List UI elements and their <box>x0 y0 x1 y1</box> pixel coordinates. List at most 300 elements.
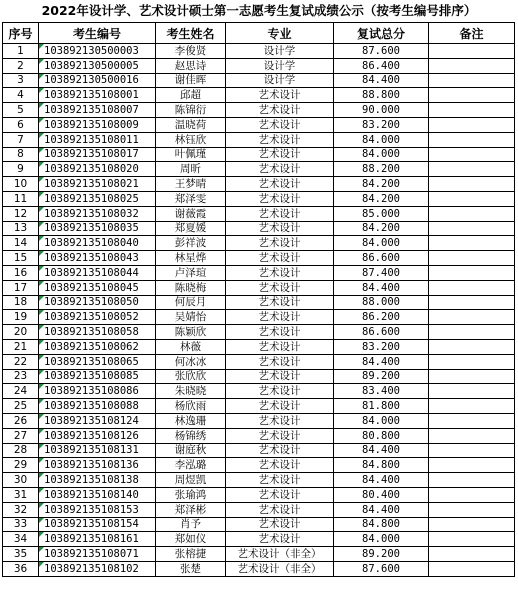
cell-score[interactable]: 86.400 <box>334 58 429 73</box>
cell-candidate-id[interactable] <box>39 443 156 458</box>
table-row <box>3 369 515 384</box>
text-number-indicator-icon <box>39 458 44 463</box>
cell-candidate-name[interactable]: 周煜凯 <box>156 473 226 488</box>
cell-score[interactable]: 84.200 <box>334 221 429 236</box>
text-number-indicator-icon <box>39 59 44 64</box>
cell-text: 103892130500003 <box>44 44 139 57</box>
text-number-indicator-icon <box>39 88 44 93</box>
cell-major[interactable]: 艺术设计 <box>226 177 334 192</box>
cell-text: 103892135108154 <box>44 518 139 531</box>
cell-major[interactable]: 设计学 <box>226 44 334 59</box>
cell-seq[interactable]: 6 <box>3 117 39 132</box>
cell-text: 103892135108131 <box>44 444 139 457</box>
cell-remarks[interactable] <box>429 147 515 162</box>
cell-remarks[interactable] <box>429 325 515 340</box>
cell-seq[interactable]: 13 <box>3 221 39 236</box>
cell-major[interactable]: 艺术设计 <box>226 103 334 118</box>
cell-score[interactable]: 83.200 <box>334 339 429 354</box>
cell-candidate-name[interactable]: 张楚 <box>156 561 226 576</box>
cell-seq[interactable]: 28 <box>3 443 39 458</box>
cell-major[interactable]: 艺术设计 <box>226 473 334 488</box>
text-number-indicator-icon <box>39 325 44 330</box>
text-number-indicator-icon <box>39 192 44 197</box>
cell-text: 103892135108007 <box>44 104 139 117</box>
text-number-indicator-icon <box>39 133 44 138</box>
cell-text: 103892135108085 <box>44 370 139 383</box>
cell-score[interactable]: 81.800 <box>334 399 429 414</box>
table-row <box>3 561 515 576</box>
cell-remarks[interactable] <box>429 295 515 310</box>
table-row <box>3 132 515 147</box>
text-number-indicator-icon <box>39 207 44 212</box>
header-row <box>3 23 515 44</box>
cell-remarks[interactable] <box>429 103 515 118</box>
cell-seq[interactable]: 9 <box>3 162 39 177</box>
cell-candidate-id[interactable] <box>39 236 156 251</box>
cell-remarks[interactable] <box>429 547 515 562</box>
cell-major[interactable]: 艺术设计 <box>226 132 334 147</box>
cell-text: 103892135108050 <box>44 296 139 309</box>
cell-candidate-name[interactable]: 朱晓晓 <box>156 384 226 399</box>
cell-score[interactable]: 80.400 <box>334 487 429 502</box>
table-row <box>3 517 515 532</box>
cell-text: 103892135108044 <box>44 266 139 279</box>
cell-remarks[interactable] <box>429 517 515 532</box>
cell-major[interactable]: 艺术设计 <box>226 384 334 399</box>
text-number-indicator-icon <box>39 281 44 286</box>
cell-major[interactable]: 艺术设计 <box>226 295 334 310</box>
cell-remarks[interactable] <box>429 561 515 576</box>
cell-remarks[interactable] <box>429 458 515 473</box>
cell-remarks[interactable] <box>429 310 515 325</box>
cell-candidate-name[interactable]: 肖予 <box>156 517 226 532</box>
cell-remarks[interactable] <box>429 251 515 266</box>
cell-candidate-id[interactable] <box>39 103 156 118</box>
text-number-indicator-icon <box>39 177 44 182</box>
cell-major[interactable]: 艺术设计 <box>226 413 334 428</box>
cell-seq[interactable]: 23 <box>3 369 39 384</box>
cell-remarks[interactable] <box>429 413 515 428</box>
cell-seq[interactable]: 32 <box>3 502 39 517</box>
cell-major[interactable]: 艺术设计 <box>226 487 334 502</box>
cell-text: 103892135108124 <box>44 414 139 427</box>
header-candidate-name[interactable]: 考生姓名 <box>156 23 226 44</box>
table-body <box>3 44 515 577</box>
cell-major[interactable]: 艺术设计 <box>226 532 334 547</box>
cell-major[interactable]: 艺术设计 <box>226 117 334 132</box>
cell-seq[interactable]: 30 <box>3 473 39 488</box>
cell-text: 103892130500005 <box>44 59 139 72</box>
cell-major[interactable]: 艺术设计（非全） <box>226 547 334 562</box>
cell-candidate-name[interactable]: 陈锦衍 <box>156 103 226 118</box>
cell-candidate-name[interactable]: 杨锦绣 <box>156 428 226 443</box>
cell-candidate-name[interactable]: 谢薇霞 <box>156 206 226 221</box>
table-row <box>3 295 515 310</box>
cell-seq[interactable]: 3 <box>3 73 39 88</box>
cell-candidate-id[interactable] <box>39 117 156 132</box>
cell-seq[interactable]: 35 <box>3 547 39 562</box>
text-number-indicator-icon <box>39 236 44 241</box>
text-number-indicator-icon <box>39 222 44 227</box>
text-number-indicator-icon <box>39 340 44 345</box>
cell-text: 103892135108032 <box>44 207 139 220</box>
cell-remarks[interactable] <box>429 280 515 295</box>
cell-candidate-name[interactable]: 林薇 <box>156 339 226 354</box>
cell-candidate-name[interactable]: 李泓璐 <box>156 458 226 473</box>
cell-candidate-id[interactable] <box>39 547 156 562</box>
cell-seq[interactable]: 15 <box>3 251 39 266</box>
cell-score[interactable]: 84.000 <box>334 236 429 251</box>
cell-remarks[interactable] <box>429 354 515 369</box>
cell-major[interactable]: 艺术设计 <box>226 354 334 369</box>
cell-score[interactable]: 87.600 <box>334 561 429 576</box>
cell-remarks[interactable] <box>429 177 515 192</box>
cell-seq[interactable]: 4 <box>3 88 39 103</box>
text-number-indicator-icon <box>39 547 44 552</box>
cell-candidate-id[interactable] <box>39 251 156 266</box>
text-number-indicator-icon <box>39 444 44 449</box>
table-row <box>3 44 515 59</box>
cell-remarks[interactable] <box>429 428 515 443</box>
cell-major[interactable]: 艺术设计 <box>226 221 334 236</box>
cell-score[interactable]: 84.000 <box>334 132 429 147</box>
cell-candidate-id[interactable] <box>39 191 156 206</box>
cell-score[interactable]: 88.200 <box>334 162 429 177</box>
cell-candidate-id[interactable] <box>39 310 156 325</box>
cell-candidate-name[interactable]: 邱超 <box>156 88 226 103</box>
text-number-indicator-icon <box>39 118 44 123</box>
cell-score[interactable]: 86.200 <box>334 310 429 325</box>
cell-remarks[interactable] <box>429 532 515 547</box>
cell-candidate-id[interactable] <box>39 206 156 221</box>
cell-seq[interactable]: 24 <box>3 384 39 399</box>
cell-candidate-id[interactable] <box>39 399 156 414</box>
cell-candidate-name[interactable]: 张瑜鸿 <box>156 487 226 502</box>
text-number-indicator-icon <box>39 148 44 153</box>
cell-text: 103892135108126 <box>44 429 139 442</box>
cell-remarks[interactable] <box>429 369 515 384</box>
cell-score[interactable]: 88.800 <box>334 88 429 103</box>
cell-score[interactable]: 84.800 <box>334 458 429 473</box>
cell-score[interactable]: 84.000 <box>334 413 429 428</box>
sheet-title: 2022年设计学、艺术设计硕士第一志愿考生复试成绩公示（按考生编号排序） <box>41 3 477 18</box>
cell-candidate-id[interactable] <box>39 561 156 576</box>
table-row <box>3 265 515 280</box>
cell-candidate-id[interactable] <box>39 325 156 340</box>
table-row <box>3 458 515 473</box>
cell-remarks[interactable] <box>429 443 515 458</box>
cell-seq[interactable]: 16 <box>3 265 39 280</box>
cell-score[interactable]: 88.000 <box>334 295 429 310</box>
cell-score[interactable]: 84.400 <box>334 443 429 458</box>
cell-remarks[interactable] <box>429 399 515 414</box>
cell-candidate-id[interactable] <box>39 221 156 236</box>
cell-major[interactable]: 艺术设计 <box>226 191 334 206</box>
cell-seq[interactable]: 8 <box>3 147 39 162</box>
cell-major[interactable]: 艺术设计 <box>226 147 334 162</box>
cell-major[interactable]: 艺术设计 <box>226 443 334 458</box>
cell-candidate-name[interactable]: 张榕捷 <box>156 547 226 562</box>
cell-score[interactable]: 84.400 <box>334 473 429 488</box>
cell-seq[interactable]: 11 <box>3 191 39 206</box>
cell-candidate-id[interactable] <box>39 177 156 192</box>
cell-candidate-name[interactable]: 吴婧怡 <box>156 310 226 325</box>
table-row <box>3 473 515 488</box>
cell-remarks[interactable] <box>429 384 515 399</box>
cell-candidate-name[interactable]: 何辰月 <box>156 295 226 310</box>
cell-major[interactable]: 艺术设计 <box>226 339 334 354</box>
cell-remarks[interactable] <box>429 117 515 132</box>
cell-score[interactable]: 89.200 <box>334 369 429 384</box>
table-row <box>3 236 515 251</box>
cell-candidate-id[interactable] <box>39 487 156 502</box>
text-number-indicator-icon <box>39 355 44 360</box>
cell-remarks[interactable] <box>429 236 515 251</box>
table-row <box>3 147 515 162</box>
cell-seq[interactable]: 34 <box>3 532 39 547</box>
cell-candidate-id[interactable] <box>39 73 156 88</box>
cell-candidate-name[interactable]: 张欣欣 <box>156 369 226 384</box>
cell-remarks[interactable] <box>429 88 515 103</box>
cell-score[interactable]: 89.200 <box>334 547 429 562</box>
cell-score[interactable]: 84.200 <box>334 191 429 206</box>
cell-major[interactable]: 艺术设计 <box>226 265 334 280</box>
cell-score[interactable]: 80.800 <box>334 428 429 443</box>
cell-candidate-id[interactable] <box>39 280 156 295</box>
cell-remarks[interactable] <box>429 221 515 236</box>
table-row <box>3 88 515 103</box>
cell-seq[interactable]: 2 <box>3 58 39 73</box>
cell-seq[interactable]: 17 <box>3 280 39 295</box>
cell-candidate-id[interactable] <box>39 132 156 147</box>
cell-candidate-id[interactable] <box>39 265 156 280</box>
cell-remarks[interactable] <box>429 473 515 488</box>
header-major[interactable]: 专业 <box>226 23 334 44</box>
cell-remarks[interactable] <box>429 73 515 88</box>
cell-seq[interactable]: 25 <box>3 399 39 414</box>
cell-candidate-name[interactable]: 李俊贤 <box>156 44 226 59</box>
cell-text: 103892135108161 <box>44 533 139 546</box>
cell-seq[interactable]: 7 <box>3 132 39 147</box>
cell-seq[interactable]: 27 <box>3 428 39 443</box>
cell-seq[interactable]: 31 <box>3 487 39 502</box>
table-row <box>3 191 515 206</box>
header-seq[interactable]: 序号 <box>3 23 39 44</box>
cell-score[interactable]: 85.000 <box>334 206 429 221</box>
text-number-indicator-icon <box>39 518 44 523</box>
table-row <box>3 221 515 236</box>
text-number-indicator-icon <box>39 162 44 167</box>
table-row <box>3 177 515 192</box>
cell-seq[interactable]: 5 <box>3 103 39 118</box>
cell-major[interactable]: 艺术设计 <box>226 251 334 266</box>
cell-remarks[interactable] <box>429 206 515 221</box>
cell-candidate-name[interactable]: 陈颖欣 <box>156 325 226 340</box>
cell-candidate-name[interactable]: 陈晓梅 <box>156 280 226 295</box>
cell-candidate-name[interactable]: 王梦晴 <box>156 177 226 192</box>
cell-remarks[interactable] <box>429 191 515 206</box>
text-number-indicator-icon <box>39 429 44 434</box>
cell-major[interactable]: 艺术设计 <box>226 310 334 325</box>
cell-text: 103892135108011 <box>44 133 139 146</box>
cell-candidate-name[interactable]: 杨欣雨 <box>156 399 226 414</box>
cell-candidate-id[interactable] <box>39 58 156 73</box>
results-table <box>2 22 515 577</box>
text-number-indicator-icon <box>39 310 44 315</box>
table-row <box>3 162 515 177</box>
cell-score[interactable]: 84.200 <box>334 177 429 192</box>
cell-major[interactable]: 艺术设计 <box>226 502 334 517</box>
cell-candidate-id[interactable] <box>39 147 156 162</box>
cell-major[interactable]: 设计学 <box>226 73 334 88</box>
cell-candidate-id[interactable] <box>39 384 156 399</box>
cell-major[interactable]: 艺术设计（非全） <box>226 561 334 576</box>
header-score[interactable]: 复试总分 <box>334 23 429 44</box>
text-number-indicator-icon <box>39 44 44 49</box>
cell-candidate-id[interactable] <box>39 473 156 488</box>
cell-candidate-name[interactable]: 郑泽雯 <box>156 191 226 206</box>
cell-candidate-id[interactable] <box>39 532 156 547</box>
cell-score[interactable]: 87.400 <box>334 265 429 280</box>
cell-candidate-name[interactable]: 谢佳晖 <box>156 73 226 88</box>
cell-candidate-id[interactable] <box>39 44 156 59</box>
cell-remarks[interactable] <box>429 339 515 354</box>
cell-candidate-name[interactable]: 温晓荷 <box>156 117 226 132</box>
cell-candidate-id[interactable] <box>39 428 156 443</box>
cell-candidate-id[interactable] <box>39 339 156 354</box>
cell-candidate-name[interactable]: 叶佩瑾 <box>156 147 226 162</box>
cell-score[interactable]: 84.400 <box>334 354 429 369</box>
table-row <box>3 443 515 458</box>
cell-major[interactable]: 艺术设计 <box>226 280 334 295</box>
cell-seq[interactable]: 14 <box>3 236 39 251</box>
cell-seq[interactable]: 26 <box>3 413 39 428</box>
cell-candidate-id[interactable] <box>39 369 156 384</box>
cell-text: 103892135108043 <box>44 252 139 265</box>
cell-remarks[interactable] <box>429 162 515 177</box>
cell-seq[interactable]: 12 <box>3 206 39 221</box>
table-row <box>3 487 515 502</box>
cell-major[interactable]: 艺术设计 <box>226 399 334 414</box>
cell-score[interactable]: 84.400 <box>334 73 429 88</box>
table-row <box>3 58 515 73</box>
table-row <box>3 325 515 340</box>
cell-candidate-id[interactable] <box>39 517 156 532</box>
cell-candidate-id[interactable] <box>39 458 156 473</box>
table-row <box>3 413 515 428</box>
cell-seq[interactable]: 33 <box>3 517 39 532</box>
cell-candidate-name[interactable]: 郑夏媛 <box>156 221 226 236</box>
cell-text: 103892135108088 <box>44 400 139 413</box>
cell-text: 103892135108025 <box>44 192 139 205</box>
cell-candidate-name[interactable]: 林逸珊 <box>156 413 226 428</box>
table-row <box>3 251 515 266</box>
cell-remarks[interactable] <box>429 502 515 517</box>
cell-candidate-name[interactable]: 林星烨 <box>156 251 226 266</box>
cell-text: 103892135108052 <box>44 311 139 324</box>
cell-score[interactable]: 86.600 <box>334 325 429 340</box>
cell-candidate-id[interactable] <box>39 295 156 310</box>
cell-candidate-name[interactable]: 林钰欣 <box>156 132 226 147</box>
cell-score[interactable]: 84.400 <box>334 502 429 517</box>
cell-candidate-id[interactable] <box>39 354 156 369</box>
cell-score[interactable]: 83.200 <box>334 117 429 132</box>
cell-text: 103892135108001 <box>44 89 139 102</box>
cell-seq[interactable]: 29 <box>3 458 39 473</box>
cell-candidate-name[interactable]: 周昕 <box>156 162 226 177</box>
cell-text: 103892135108017 <box>44 148 139 161</box>
cell-candidate-name[interactable]: 郑如仪 <box>156 532 226 547</box>
cell-score[interactable]: 87.600 <box>334 44 429 59</box>
cell-text: 103892135108140 <box>44 488 139 501</box>
cell-candidate-name[interactable]: 赵思诗 <box>156 58 226 73</box>
cell-major[interactable]: 设计学 <box>226 58 334 73</box>
cell-major[interactable]: 艺术设计 <box>226 369 334 384</box>
cell-candidate-name[interactable]: 何冰冰 <box>156 354 226 369</box>
cell-remarks[interactable] <box>429 44 515 59</box>
cell-seq[interactable]: 21 <box>3 339 39 354</box>
cell-text: 103892135108058 <box>44 326 139 339</box>
cell-text: 103892135108136 <box>44 459 139 472</box>
cell-candidate-name[interactable]: 彭祥波 <box>156 236 226 251</box>
cell-score[interactable]: 84.400 <box>334 280 429 295</box>
cell-seq[interactable]: 19 <box>3 310 39 325</box>
text-number-indicator-icon <box>39 473 44 478</box>
header-candidate-id[interactable]: 考生编号 <box>39 23 156 44</box>
cell-score[interactable]: 90.000 <box>334 103 429 118</box>
cell-score[interactable]: 83.400 <box>334 384 429 399</box>
table-row <box>3 384 515 399</box>
table-row <box>3 399 515 414</box>
cell-major[interactable]: 艺术设计 <box>226 428 334 443</box>
cell-seq[interactable]: 20 <box>3 325 39 340</box>
cell-candidate-name[interactable]: 卢泽瑄 <box>156 265 226 280</box>
cell-major[interactable]: 艺术设计 <box>226 325 334 340</box>
cell-score[interactable]: 84.000 <box>334 532 429 547</box>
cell-candidate-name[interactable]: 谢庭秋 <box>156 443 226 458</box>
cell-candidate-id[interactable] <box>39 162 156 177</box>
cell-seq[interactable]: 18 <box>3 295 39 310</box>
cell-candidate-name[interactable]: 郑泽彬 <box>156 502 226 517</box>
cell-score[interactable]: 84.000 <box>334 147 429 162</box>
cell-score[interactable]: 84.800 <box>334 517 429 532</box>
cell-candidate-id[interactable] <box>39 413 156 428</box>
cell-seq[interactable]: 36 <box>3 561 39 576</box>
header-remarks[interactable]: 备注 <box>429 23 515 44</box>
cell-major[interactable]: 艺术设计 <box>226 458 334 473</box>
cell-score[interactable]: 86.600 <box>334 251 429 266</box>
table-row <box>3 354 515 369</box>
table-row <box>3 117 515 132</box>
cell-seq[interactable]: 10 <box>3 177 39 192</box>
text-number-indicator-icon <box>39 488 44 493</box>
cell-candidate-id[interactable] <box>39 88 156 103</box>
cell-candidate-id[interactable] <box>39 502 156 517</box>
cell-major[interactable]: 艺术设计 <box>226 236 334 251</box>
cell-major[interactable]: 艺术设计 <box>226 162 334 177</box>
cell-major[interactable]: 艺术设计 <box>226 206 334 221</box>
cell-text: 103892135108065 <box>44 355 139 368</box>
text-number-indicator-icon <box>39 296 44 301</box>
cell-major[interactable]: 艺术设计 <box>226 517 334 532</box>
cell-remarks[interactable] <box>429 132 515 147</box>
cell-remarks[interactable] <box>429 487 515 502</box>
cell-remarks[interactable] <box>429 265 515 280</box>
cell-major[interactable]: 艺术设计 <box>226 88 334 103</box>
cell-seq[interactable]: 1 <box>3 44 39 59</box>
cell-seq[interactable]: 22 <box>3 354 39 369</box>
cell-remarks[interactable] <box>429 58 515 73</box>
